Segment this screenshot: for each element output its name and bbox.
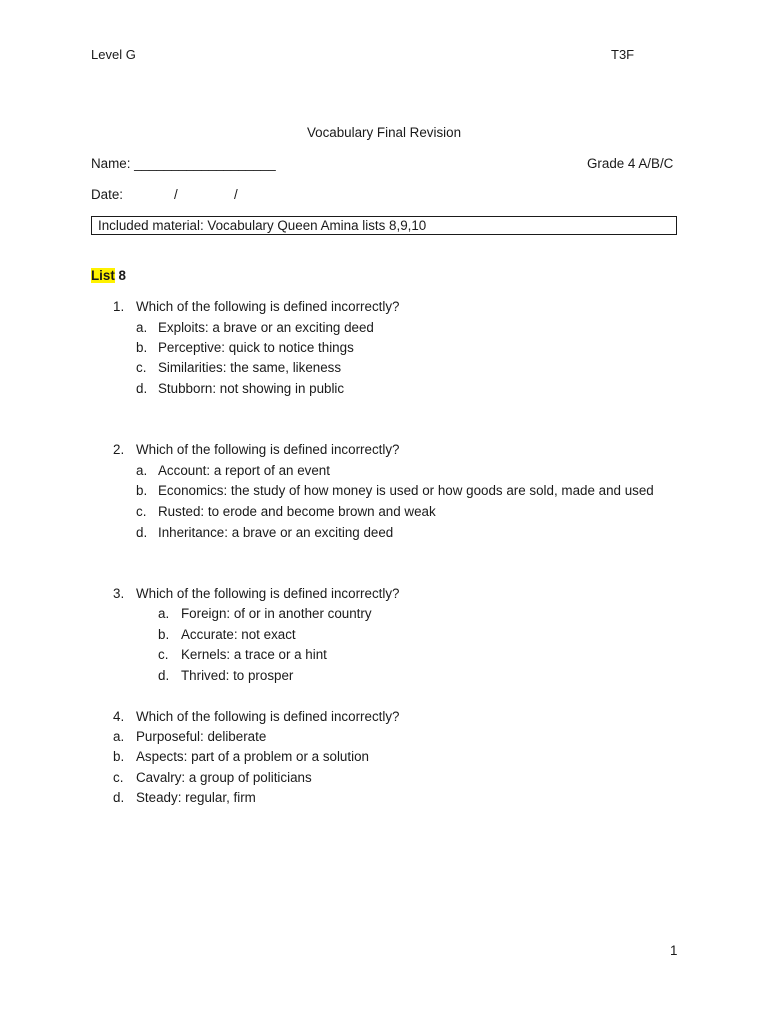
q2-option-c-letter: c.	[136, 504, 147, 519]
list-heading	[91, 268, 126, 283]
q4-option-c: Cavalry: a group of politicians	[136, 770, 312, 785]
q4-option-a: Purposeful: deliberate	[136, 729, 267, 744]
q3-option-b: Accurate: not exact	[181, 627, 296, 642]
question-4-text: Which of the following is defined incorrectly?	[136, 709, 400, 724]
header-level: Level G	[91, 47, 136, 62]
q3-option-a-letter: a.	[158, 606, 170, 621]
q1-option-d: Stubborn: not showing in public	[158, 381, 345, 396]
question-1-number: 1.	[113, 299, 125, 314]
header-code: T3F	[611, 47, 635, 62]
included-material-text: Included material: Vocabulary Queen Amina lists 8,9,10	[98, 218, 427, 233]
q3-option-d: Thrived: to prosper	[181, 668, 294, 683]
q2-option-c: Rusted: to erode and become brown and weak	[158, 504, 436, 519]
q3-option-c: Kernels: a trace or a hint	[181, 647, 327, 662]
question-2-number: 2.	[113, 442, 125, 457]
q3-option-c-letter: c.	[158, 647, 169, 662]
name-field: Name: ___________________	[91, 156, 276, 171]
included-material-box	[91, 216, 677, 235]
list-heading-number: 8	[114, 268, 126, 283]
date-slash-2: /	[234, 187, 238, 202]
q1-option-b-letter: b.	[136, 340, 148, 355]
q1-option-c-letter: c.	[136, 360, 147, 375]
date-label: Date:	[91, 187, 124, 202]
question-3-number: 3.	[113, 586, 125, 601]
q2-option-b: Economics: the study of how money is used or how goods are sold, made and used	[158, 483, 654, 498]
question-3-text: Which of the following is defined incorrectly?	[136, 586, 400, 601]
q4-option-c-letter: c.	[113, 770, 124, 785]
q4-option-d: Steady: regular, firm	[136, 790, 256, 805]
q3-option-a: Foreign: of or in another country	[181, 606, 372, 621]
question-4-number: 4.	[113, 709, 125, 724]
question-1-text: Which of the following is defined incorrectly?	[136, 299, 400, 314]
document-title: Vocabulary Final Revision	[306, 125, 462, 140]
q4-option-b-letter: b.	[113, 749, 125, 764]
q4-option-d-letter: d.	[113, 790, 125, 805]
list-heading-highlight: List	[91, 268, 115, 283]
page-number: 1	[670, 943, 678, 958]
q2-option-d: Inheritance: a brave or an exciting deed	[158, 525, 394, 540]
q1-option-b: Perceptive: quick to notice things	[158, 340, 354, 355]
q1-option-d-letter: d.	[136, 381, 148, 396]
q3-option-b-letter: b.	[158, 627, 170, 642]
q2-option-d-letter: d.	[136, 525, 148, 540]
question-2-text: Which of the following is defined incorrectly?	[136, 442, 400, 457]
q2-option-b-letter: b.	[136, 483, 148, 498]
q4-option-a-letter: a.	[113, 729, 125, 744]
q2-option-a: Account: a report of an event	[158, 463, 330, 478]
grade-label: Grade 4 A/B/C	[587, 156, 674, 171]
date-slash-1: /	[174, 187, 178, 202]
q1-option-c: Similarities: the same, likeness	[158, 360, 342, 375]
q4-option-b: Aspects: part of a problem or a solution	[136, 749, 369, 764]
q1-option-a: Exploits: a brave or an exciting deed	[158, 320, 374, 335]
q1-option-a-letter: a.	[136, 320, 148, 335]
q2-option-a-letter: a.	[136, 463, 148, 478]
q3-option-d-letter: d.	[158, 668, 170, 683]
